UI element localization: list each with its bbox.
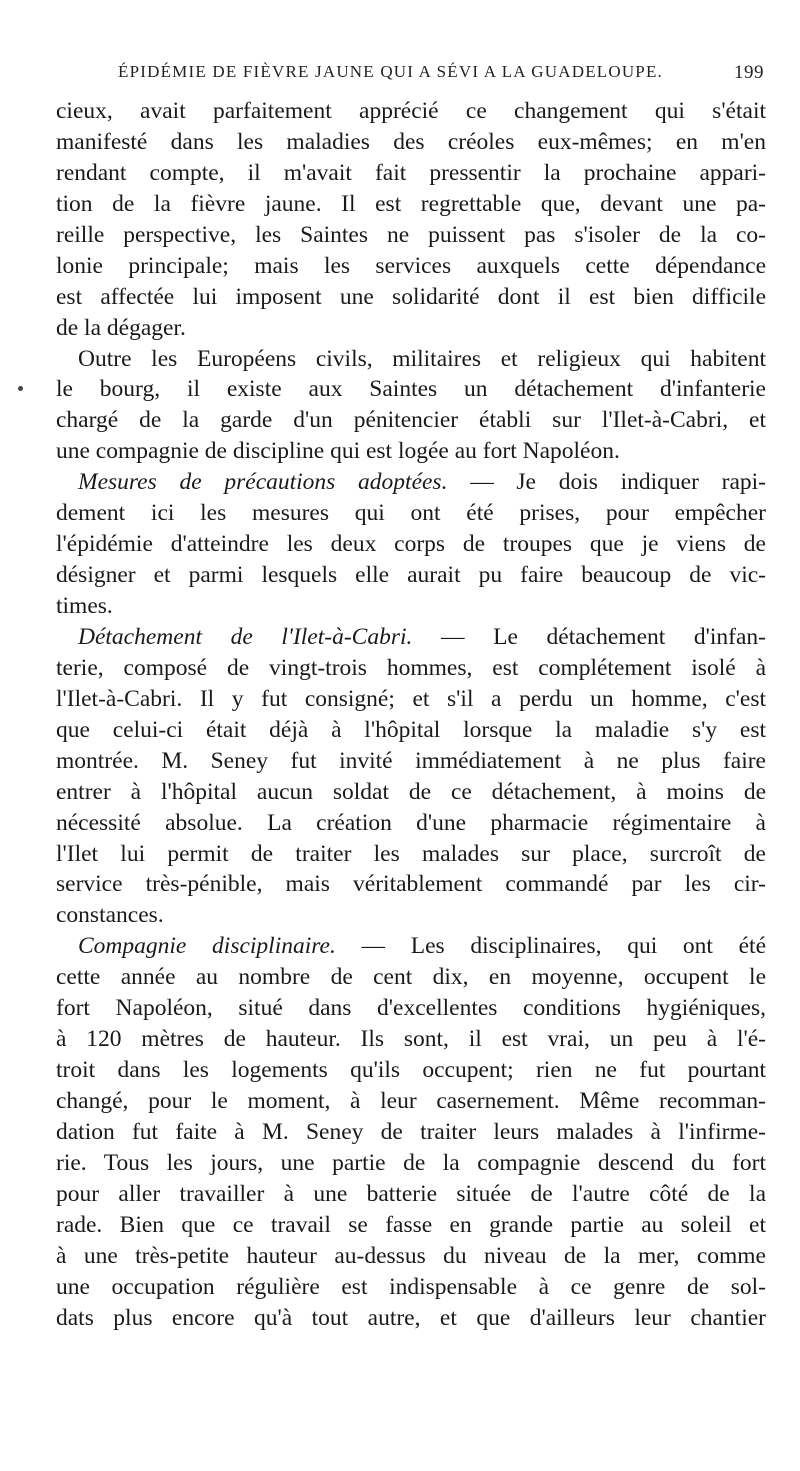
text-line: une occupation régulière est indispensable à ce genre de sol- <box>56 1273 766 1300</box>
text-line: lonie principale; mais les services auxquels cette dépendance <box>56 252 766 279</box>
text-line: l'épidémie d'atteindre les deux corps de troupes que je viens de <box>56 531 766 558</box>
section-heading-mesures: Mesures de précautions adoptées. <box>78 469 448 496</box>
page-number: 199 <box>734 62 764 83</box>
section-heading-compagnie: Compagnie disciplinaire. <box>78 933 336 960</box>
text-line: times. <box>56 593 113 619</box>
text-line: reille perspective, les Saintes ne puissent pas s'isoler de la co- <box>56 221 766 248</box>
text-line <box>56 467 766 498</box>
text-line: constances. <box>56 902 164 929</box>
text-line: pour aller travailler à une batterie située de l'autre côté de la <box>56 1180 766 1207</box>
section-lead-text: — Je dois indiquer rapi- <box>470 469 766 496</box>
text-line: à 120 mètres de hauteur. Ils sont, il est vrai, un peu à l'é- <box>56 1026 766 1053</box>
text-line: manifesté dans les maladies des créoles eux-mêmes; en m'en <box>56 128 766 155</box>
text-line: cette année au nombre de cent dix, en moyenne, occupent le <box>56 964 766 991</box>
text-line: de la dégager. <box>56 314 186 341</box>
text-line: tion de la fièvre jaune. Il est regrettable que, devant une pa- <box>56 190 766 217</box>
text-line: dement ici les mesures qui ont été prises, pour empêcher <box>56 500 766 527</box>
text-line: une compagnie de discipline qui est logée au fort Napoléon. <box>56 438 620 465</box>
text-line: désigner et parmi lesquels elle aurait pu faire beaucoup de vic- <box>56 562 766 589</box>
section-lead-text: — Les disciplinaires, qui ont été <box>361 933 767 960</box>
text-line: cieux, avait parfaitement apprécié ce changement qui s'était <box>56 98 766 124</box>
text-line: chargé de la garde d'un pénitencier établi sur l'Ilet-à-Cabri, et <box>56 407 766 434</box>
text-line: est affectée lui imposent une solidarité dont il est bien difficile <box>56 283 766 310</box>
text-line: l'Ilet lui permit de traiter les malades sur place, surcroît de <box>56 840 766 867</box>
running-head <box>118 62 764 88</box>
text-line: dation fut faite à M. Seney de traiter leurs malades à l'infirme- <box>56 1118 766 1145</box>
text-line: montrée. M. Seney fut invité immédiatement à ne plus faire <box>56 747 766 774</box>
text-line: Outre les Européens civils, militaires et religieux qui habitent <box>78 345 766 372</box>
text-line: à une très-petite hauteur au-dessus du niveau de la mer, comme <box>56 1242 766 1269</box>
text-line: fort Napoléon, situé dans d'excellentes conditions hygiéniques, <box>56 995 766 1022</box>
section-lead-text: — Le détachement d'infan- <box>441 623 766 650</box>
text-line <box>56 622 766 653</box>
running-head-title: ÉPIDÉMIE DE FIÈVRE JAUNE QUI A SÉVI A LA GUADELOUPE. <box>118 62 663 81</box>
section-heading-detachement: Détachement de l'Ilet-à-Cabri. <box>78 623 413 650</box>
text-line: le bourg, il existe aux Saintes un détachement d'infanterie <box>56 376 766 403</box>
text-line: terie, composé de vingt-trois hommes, est complétement isolé à <box>56 654 766 681</box>
text-line: service très-pénible, mais véritablement commandé par les cir- <box>56 871 766 898</box>
text-line: rade. Bien que ce travail se fasse en grande partie au soleil et <box>56 1211 766 1238</box>
margin-mark <box>18 386 23 391</box>
text-line: l'Ilet-à-Cabri. Il y fut consigné; et s'il a perdu un homme, c'est <box>56 685 766 712</box>
text-line: entrer à l'hôpital aucun soldat de ce détachement, à moins de <box>56 778 766 805</box>
text-line: que celui-ci était déjà à l'hôpital lorsque la maladie s'y est <box>56 716 766 743</box>
text-line: troit dans les logements qu'ils occupent; rien ne fut pourtant <box>56 1057 766 1084</box>
text-line: changé, pour le moment, à leur casernement. Même recomman- <box>56 1088 766 1114</box>
body-text <box>56 96 766 1334</box>
text-line: nécessité absolue. La création d'une pharmacie régimentaire à <box>56 809 766 836</box>
text-line: rendant compte, il m'avait fait pressentir la prochaine appari- <box>56 159 766 186</box>
text-line: dats plus encore qu'à tout autre, et que d'ailleurs leur chantier <box>56 1304 766 1331</box>
text-line: rie. Tous les jours, une partie de la compagnie descend du fort <box>56 1149 766 1176</box>
text-line <box>56 931 766 962</box>
